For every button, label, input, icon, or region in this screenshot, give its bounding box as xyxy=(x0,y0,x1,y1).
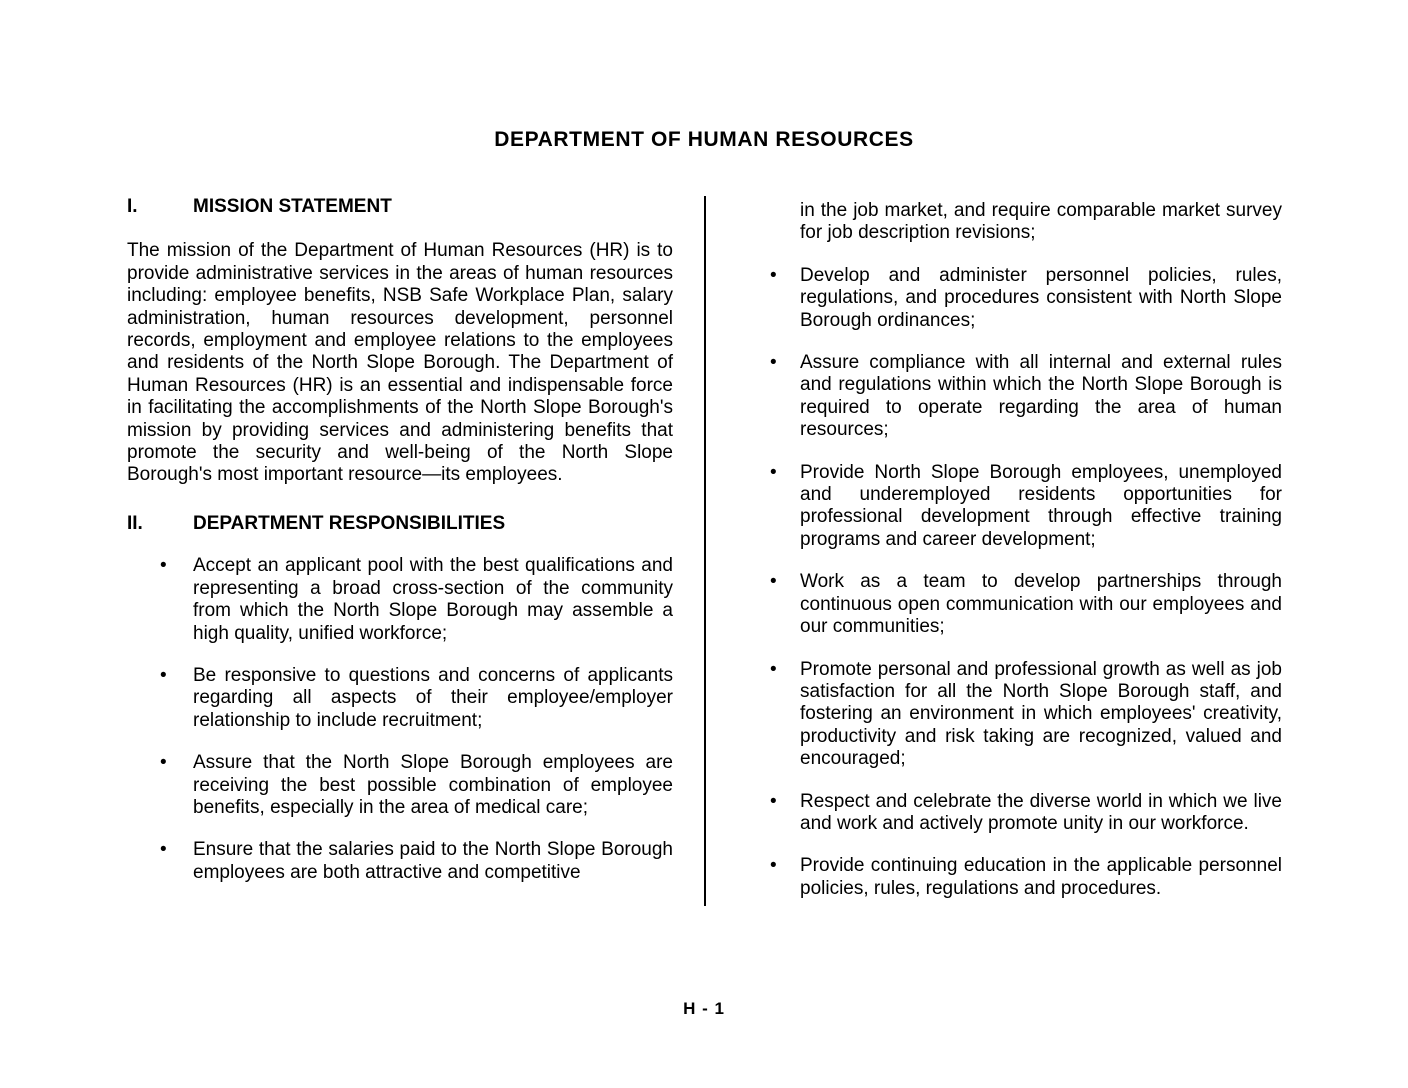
bullet-text: Promote personal and professional growth as well as job satisfaction for all the North Slope Borough staff, and fostering an environment in which employees' creativity, productivity and risk taking are recognized, valued and encouraged; xyxy=(800,658,1282,770)
bullet-text: Provide North Slope Borough employees, unemployed and underemployed residents opportunities for professional development through effective training programs and career development; xyxy=(800,461,1282,550)
bullet-text: Assure compliance with all internal and external rules and regulations within which the North Slope Borough is required to operate regarding the area of human resources; xyxy=(800,352,1282,441)
bullet-item xyxy=(770,265,1282,332)
bullet-item xyxy=(770,855,1282,900)
section-2-heading: DEPARTMENT RESPONSIBILITIES xyxy=(193,512,506,534)
bullet-text: Respect and celebrate the diverse world in which we live and work and actively promote unity in our workforce. xyxy=(800,790,1282,834)
bullet-item xyxy=(770,659,1282,771)
mission-paragraph: The mission of the Department of Human Resources (HR) is to provide administrative services in the areas of human resources including: employee benefits, NSB Safe Workplace Plan, salary administration, human resources development, personnel records, employment and employee relations to the employees and residents of the North Slope Borough. The Department of Human Resources (HR) is an essential and indispensable force in facilitating the accomplishments of the North Slope Borough's mission by providing services and administering benefits that promote the security and well-being of the North Slope Borough's most important resource—its employees. xyxy=(127,240,673,486)
bullet-icon: • xyxy=(160,839,167,861)
bullet-icon: • xyxy=(770,461,777,483)
bullet-icon: • xyxy=(770,855,777,877)
bullet-item xyxy=(770,352,1282,442)
bullet-text: Develop and administer personnel policies, rules, regulations, and procedures consistent with North Slope Borough ordinances; xyxy=(800,264,1282,331)
section-2-number: II. xyxy=(127,512,143,534)
continuation-paragraph: in the job market, and require comparable market survey for job description revisions; xyxy=(800,200,1282,244)
bullet-item xyxy=(770,571,1282,638)
page-number: H - 1 xyxy=(683,999,725,1018)
right-column xyxy=(770,196,1282,900)
left-column xyxy=(127,196,673,884)
bullet-item xyxy=(127,752,673,819)
bullet-icon: • xyxy=(770,264,777,286)
bullet-text: Provide continuing education in the applicable personnel policies, rules, regulations and procedures. xyxy=(800,855,1282,899)
bullet-item xyxy=(127,555,673,645)
section-1-number: I. xyxy=(127,196,138,217)
bullet-text: Assure that the North Slope Borough employees are receiving the best possible combination of employee benefits, especially in the area of medical care; xyxy=(193,752,673,818)
bullet-icon: • xyxy=(160,555,167,577)
bullet-item xyxy=(127,839,673,884)
bullet-text: Accept an applicant pool with the best qualifications and representing a broad cross-section of the community from which the North Slope Borough may assemble a high quality, unified workforce; xyxy=(193,555,673,644)
bullet-text: Work as a team to develop partnerships through continuous open communication with our employees and our communities; xyxy=(800,571,1282,638)
bullet-icon: • xyxy=(160,752,167,774)
page-title: DEPARTMENT OF HUMAN RESOURCES xyxy=(494,128,914,151)
section-2-heading-row xyxy=(127,513,673,535)
bullet-icon: • xyxy=(770,790,777,812)
bullet-item xyxy=(127,665,673,732)
bullet-text: Ensure that the salaries paid to the North Slope Borough employees are both attractive and competitive xyxy=(193,839,673,883)
bullet-text: Be responsive to questions and concerns of applicants regarding all aspects of their employee/employer relationship to include recruitment; xyxy=(193,664,673,731)
column-divider xyxy=(704,196,706,906)
bullet-icon: • xyxy=(770,571,777,593)
bullet-icon: • xyxy=(770,352,777,374)
bullet-icon: • xyxy=(770,658,777,680)
bullet-item xyxy=(770,462,1282,552)
section-1-heading-row xyxy=(127,196,673,218)
bullet-icon: • xyxy=(160,664,167,686)
bullet-item xyxy=(770,791,1282,836)
section-1-heading: MISSION STATEMENT xyxy=(193,196,392,217)
